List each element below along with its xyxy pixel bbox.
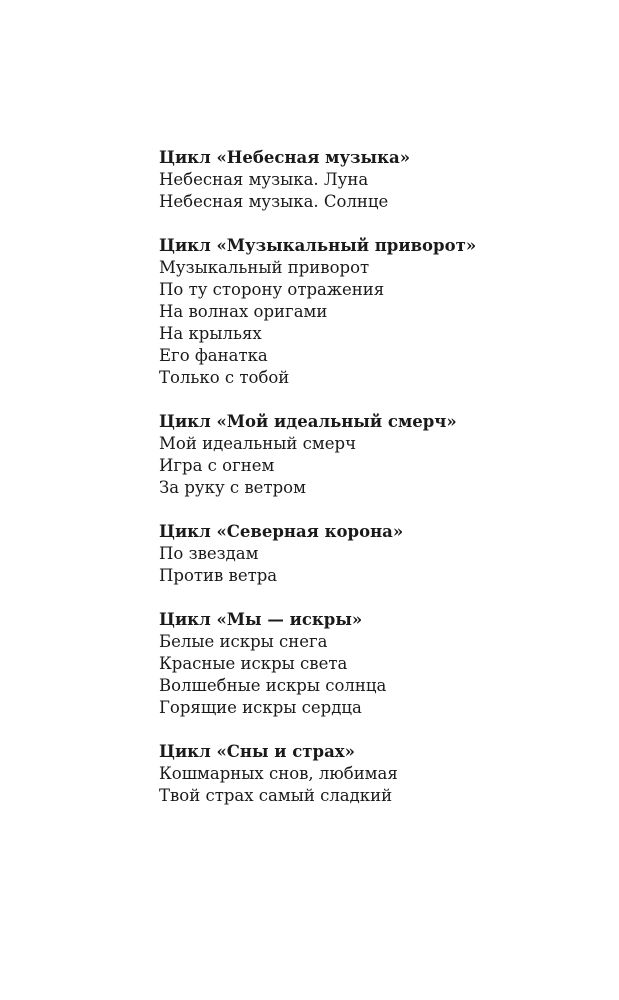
cycle-heading: Цикл «Небесная музыка» bbox=[159, 148, 411, 167]
book-title: На крыльях bbox=[159, 324, 262, 343]
book-title: Волшебные искры солнца bbox=[159, 676, 387, 695]
cycle-block bbox=[159, 741, 599, 807]
cycle-heading: Цикл «Мы — искры» bbox=[159, 610, 363, 629]
book-title: Музыкальный приворот bbox=[159, 258, 370, 277]
book-title: Твой страх самый сладкий bbox=[159, 786, 393, 805]
book-title: Игра с огнем bbox=[159, 456, 275, 475]
book-title: За руку с ветром bbox=[159, 478, 306, 497]
book-title: Мой идеальный смерч bbox=[159, 434, 356, 453]
book-title: Его фанатка bbox=[159, 346, 268, 365]
cycle-heading: Цикл «Музыкальный приворот» bbox=[159, 236, 477, 255]
cycle-heading: Цикл «Мой идеальный смерч» bbox=[159, 412, 457, 431]
book-title: Красные искры света bbox=[159, 654, 348, 673]
cycle-heading: Цикл «Сны и страх» bbox=[159, 742, 355, 761]
book-title: По ту сторону отражения bbox=[159, 280, 385, 299]
book-title: Против ветра bbox=[159, 566, 278, 585]
book-title: Кошмарных снов, любимая bbox=[159, 764, 398, 783]
cycle-block bbox=[159, 411, 599, 499]
cycle-block bbox=[159, 521, 599, 587]
cycle-block bbox=[159, 147, 599, 213]
book-title: На волнах оригами bbox=[159, 302, 328, 321]
book-title: Небесная музыка. Луна bbox=[159, 170, 369, 189]
book-title: По звездам bbox=[159, 544, 259, 563]
cycle-block bbox=[159, 609, 599, 719]
book-title: Небесная музыка. Солнце bbox=[159, 192, 389, 211]
cycles-list bbox=[159, 147, 599, 829]
cycle-heading: Цикл «Северная корона» bbox=[159, 522, 404, 541]
book-title: Только с тобой bbox=[159, 368, 290, 387]
book-title: Белые искры снега bbox=[159, 632, 328, 651]
cycle-block bbox=[159, 235, 599, 389]
book-title: Горящие искры сердца bbox=[159, 698, 362, 717]
